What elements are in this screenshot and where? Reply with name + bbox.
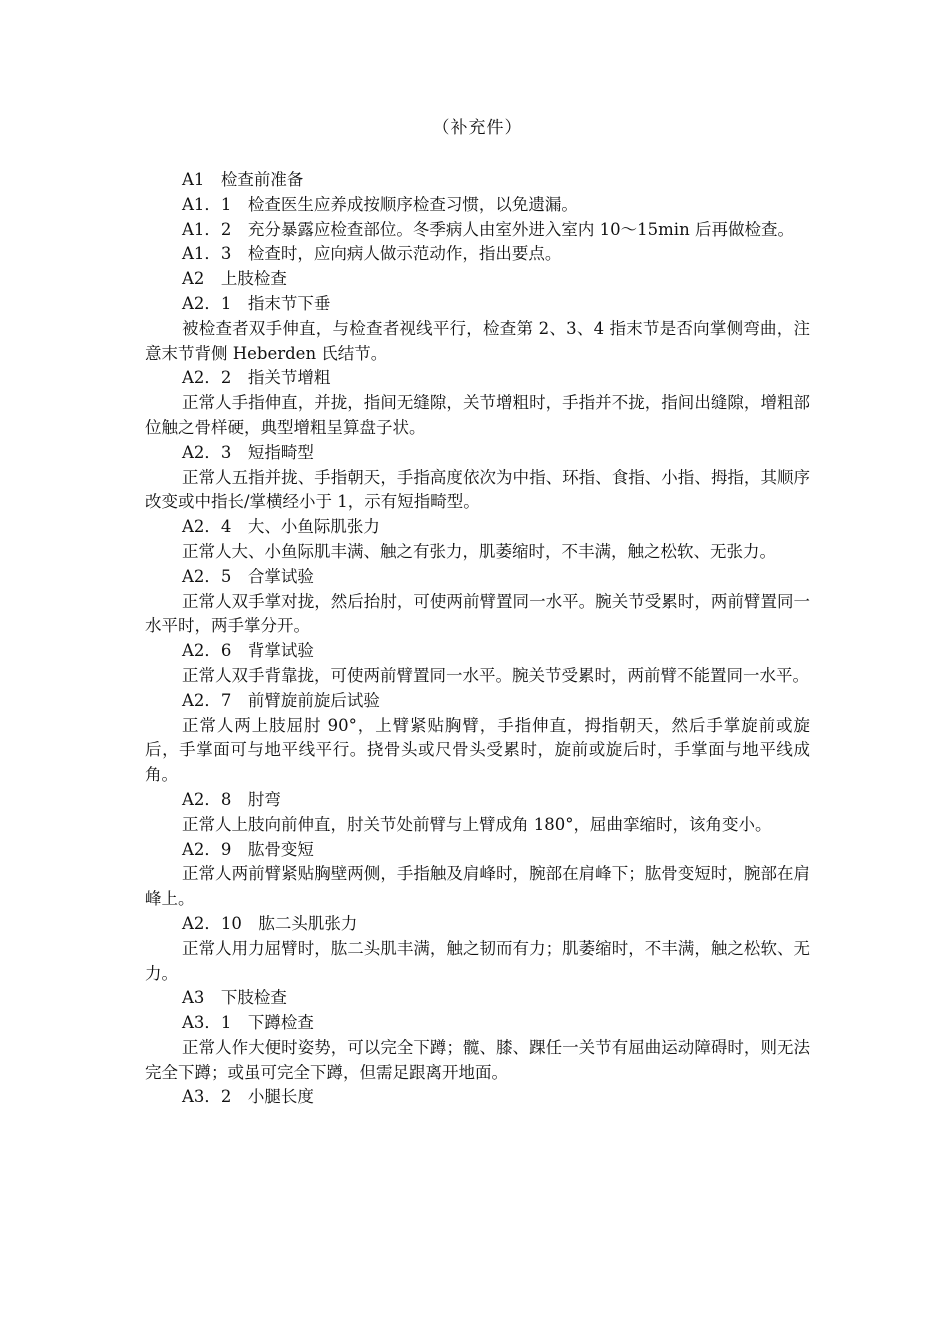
subsection-heading: A2．7 前臂旋前旋后试验	[182, 690, 380, 710]
section-item: A1．1 检查医生应养成按顺序检查习惯，以免遗漏。	[182, 194, 578, 214]
document-page	[145, 116, 810, 1110]
body-paragraph: 正常人双手掌对拢，然后抬肘，可使两前臂置同一水平。腕关节受累时，两前臂置同一水平时，两手掌分开。	[145, 591, 810, 636]
body-paragraph: 正常人作大便时姿势，可以完全下蹲；髋、膝、踝任一关节有屈曲运动障碍时，则无法完全下蹲；或虽可完全下蹲，但需足跟离开地面。	[145, 1037, 810, 1082]
subsection-heading: A2．2 指关节增粗	[182, 368, 331, 388]
section-item: A1．3 检查时，应向病人做示范动作，指出要点。	[182, 244, 562, 264]
subsection-heading: A2．9 肱骨变短	[182, 839, 314, 859]
document-title: （补充件）	[432, 118, 523, 138]
section-heading: A2 上肢检查	[182, 269, 287, 289]
body-paragraph: 正常人用力屈臂时，肱二头肌丰满，触之韧而有力；肌萎缩时，不丰满，触之松软、无力。	[145, 938, 810, 983]
document-body	[145, 168, 810, 1110]
body-paragraph: 被检查者双手伸直，与检查者视线平行，检查第 2、3、4 指末节是否向掌侧弯曲，注意末节背侧 Heberden 氏结节。	[145, 318, 810, 363]
body-paragraph: 正常人五指并拢、手指朝天，手指高度依次为中指、环指、食指、小指、拇指，其顺序改变或中指长/掌横经小于 1，示有短指畸型。	[145, 467, 810, 512]
body-paragraph: 正常人两上肢屈肘 90°，上臂紧贴胸臂，手指伸直，拇指朝天，然后手掌旋前或旋后，手掌面可与地平线平行。挠骨头或尺骨头受累时，旋前或旋后时，手掌面与地平线成角。	[145, 715, 810, 785]
body-paragraph: 正常人大、小鱼际肌丰满、触之有张力，肌萎缩时，不丰满，触之松软、无张力。	[182, 541, 776, 561]
body-paragraph: 正常人两前臂紧贴胸壁两侧，手指触及肩峰时，腕部在肩峰下；肱骨变短时，腕部在肩峰上。	[145, 864, 810, 909]
section-item: A1．2 充分暴露应检查部位。冬季病人由室外进入室内 10～15min 后再做检查。	[182, 219, 794, 239]
subsection-heading: A3．1 下蹲检查	[182, 1013, 314, 1033]
body-paragraph: 正常人双手背靠拢，可使两前臂置同一水平。腕关节受累时，两前臂不能置同一水平。	[182, 665, 809, 685]
subsection-heading: A2．5 合掌试验	[182, 566, 314, 586]
subsection-heading: A2．3 短指畸型	[182, 442, 314, 462]
subsection-heading: A3．2 小腿长度	[182, 1087, 314, 1107]
subsection-heading: A2．6 背掌试验	[182, 641, 314, 661]
subsection-heading: A2．4 大、小鱼际肌张力	[182, 517, 380, 537]
subsection-heading: A2．10 肱二头肌张力	[182, 913, 358, 933]
section-heading: A3 下肢检查	[182, 988, 287, 1008]
subsection-heading: A2．1 指末节下垂	[182, 293, 331, 313]
section-heading: A1 检查前准备	[182, 170, 304, 189]
subsection-heading: A2．8 肘弯	[182, 789, 281, 809]
body-paragraph: 正常人手指伸直，并拢，指间无缝隙，关节增粗时，手指并不拢，指间出缝隙，增粗部位触之骨样硬，典型增粗呈算盘子状。	[145, 393, 810, 437]
body-paragraph: 正常人上肢向前伸直，肘关节处前臂与上臂成角 180°，屈曲挛缩时，该角变小。	[182, 814, 772, 834]
